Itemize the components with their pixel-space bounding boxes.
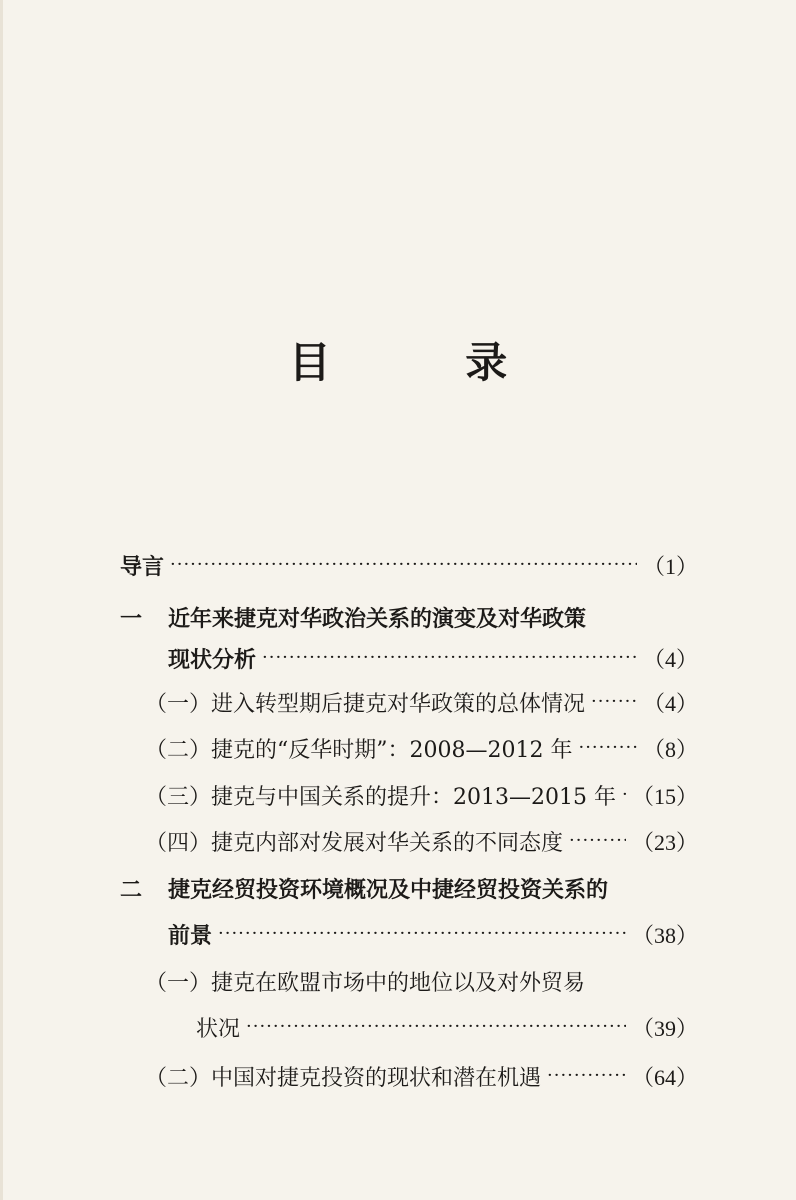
toc-page-number: （23） (631, 829, 698, 855)
toc-page-number: （39） (631, 1015, 698, 1041)
toc-entry-label: 捷克经贸投资环境概况及中捷经贸投资关系的 (168, 876, 609, 903)
toc-entry-2-2[interactable] (145, 1056, 698, 1096)
toc-chapter-number: 一 (120, 605, 143, 632)
toc-entry-1-3[interactable] (145, 775, 698, 815)
toc-entry-1-1[interactable] (145, 682, 698, 722)
toc-page-number: （4） (642, 690, 698, 716)
toc-entry-chapter-2[interactable] (120, 868, 698, 908)
toc-entry-label: （二）中国对捷克投资的现状和潜在机遇 (145, 1065, 542, 1091)
toc-page-number: （1） (642, 553, 698, 579)
toc-entry-label: 现状分析 (168, 646, 257, 673)
leader-dots (218, 925, 626, 943)
leader-dots (262, 649, 637, 667)
leader-dots (246, 1018, 626, 1036)
toc-entry-label: 前景 (168, 922, 213, 949)
toc-page-number: （8） (642, 736, 698, 762)
toc-entry-label: （一）捷克在欧盟市场中的地位以及对外贸易 (145, 970, 586, 996)
toc-entry-1-4[interactable] (145, 821, 698, 861)
toc-page-number: （4） (642, 646, 698, 672)
toc-entry-label: （四）捷克内部对发展对华关系的不同态度 (145, 830, 564, 856)
toc-page-number: （38） (631, 922, 698, 948)
toc-entry-1-2[interactable] (145, 728, 698, 768)
toc-entry-intro[interactable] (120, 545, 698, 585)
leader-dots (591, 693, 637, 711)
page-title: 目 录 (288, 338, 568, 387)
toc-page-number: （15） (631, 783, 698, 809)
toc-entry-chapter-1-cont[interactable] (168, 638, 698, 678)
toc-entry-chapter-1[interactable] (120, 597, 698, 637)
leader-dots (569, 832, 626, 850)
leader-dots (170, 556, 637, 574)
toc-entry-2-1-cont[interactable] (196, 1007, 698, 1047)
toc-entry-label: （二）捷克的“反华时期”：2008—2012 年 (145, 737, 573, 763)
toc-entry-2-1[interactable] (145, 961, 698, 1001)
toc-entry-label: 近年来捷克对华政治关系的演变及对华政策 (168, 605, 587, 632)
toc-entry-label: 状况 (196, 1016, 241, 1042)
toc-entry-label: （一）进入转型期后捷克对华政策的总体情况 (145, 691, 586, 717)
toc-chapter-number: 二 (120, 876, 143, 903)
toc-entry-chapter-2-cont[interactable] (168, 914, 698, 954)
toc-entry-label: 导言 (120, 553, 165, 580)
leader-dots (547, 1067, 626, 1085)
leader-dots (622, 786, 626, 804)
leader-dots (578, 739, 637, 757)
toc-entry-label: （三）捷克与中国关系的提升：2013—2015 年 (145, 784, 616, 810)
toc-page-number: （64） (631, 1064, 698, 1090)
